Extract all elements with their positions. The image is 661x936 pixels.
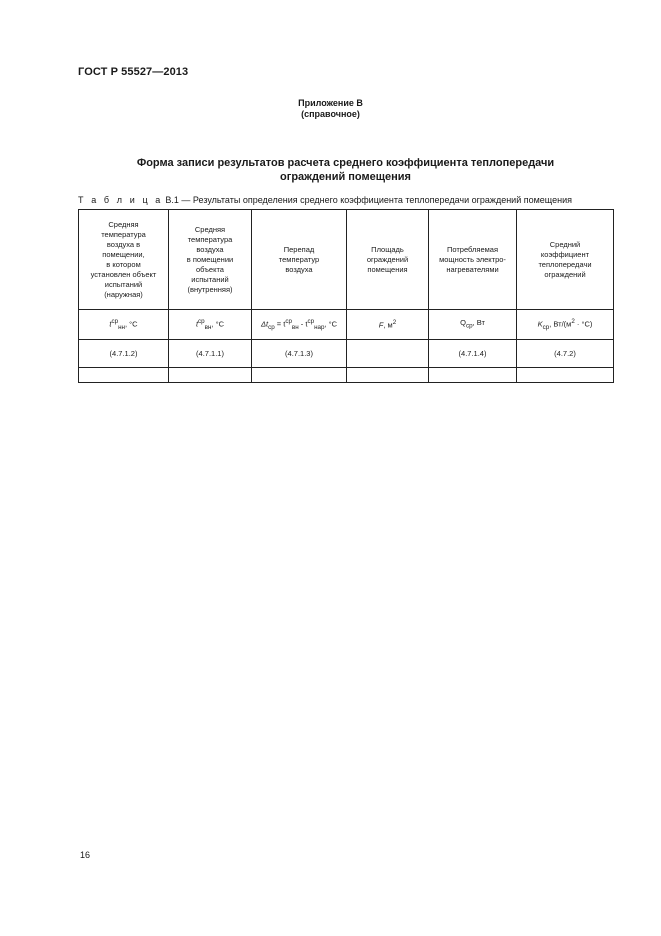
header-line: теплопередачи [538, 259, 592, 269]
ref-cell: (4.7.2) [517, 340, 614, 368]
header-cell-indoor-temp [169, 210, 252, 310]
ref-cell [347, 340, 429, 368]
unit-cell-power: $Q_{ср}$, Вт [429, 310, 517, 340]
header-line: установлен объект [90, 269, 157, 279]
table-header-row [79, 210, 614, 310]
header-line: (внутренняя) [187, 284, 233, 294]
header-cell-area [347, 210, 429, 310]
appendix-kind: (справочное) [301, 109, 360, 119]
table-caption-label: Т а б л и ц а [78, 195, 163, 205]
ref-cell: (4.7.1.1) [169, 340, 252, 368]
header-line: Потребляемая [446, 244, 499, 254]
form-title-line: ограждений помещения [280, 171, 411, 183]
header-line: (наружная) [104, 289, 143, 299]
header-line: воздуха [196, 244, 224, 254]
empty-cell [429, 368, 517, 383]
header-cell-coefficient [517, 210, 614, 310]
header-line: помещения [367, 264, 408, 274]
header-line: объекта [196, 264, 224, 274]
header-line: Средняя [194, 224, 226, 234]
empty-cell [517, 368, 614, 383]
header-line: ограждений [366, 254, 409, 264]
header-cell-outdoor-temp [79, 210, 169, 310]
table-caption-text: В.1 — Результаты определения среднего коэффициента теплопередачи ограждений помещения [165, 195, 572, 205]
header-line: температура [187, 234, 233, 244]
empty-cell [169, 368, 252, 383]
header-line: коэффициент [540, 249, 590, 259]
header-line: температур [278, 254, 320, 264]
header-line: нагревателями [446, 264, 499, 274]
form-title-line: Форма записи результатов расчета среднего коэффициента теплопередачи [136, 157, 555, 169]
header-cell-temp-difference [252, 210, 347, 310]
header-line: Средний [549, 239, 581, 249]
table-caption [78, 195, 572, 205]
appendix-title: Приложение В [298, 98, 363, 108]
unit-cell-temp-difference: $\Delta t_{ср} = t^{ср}_{вн} - t^{ср}_{нар}$, °C [252, 310, 347, 340]
header-cell-power [429, 210, 517, 310]
results-table [78, 209, 614, 383]
table-empty-row [79, 368, 614, 383]
form-title [110, 156, 581, 184]
header-line: Площадь [371, 244, 404, 254]
header-line: испытаний [104, 279, 143, 289]
unit-cell-coefficient: $K_{ср}$, $Вт/(м^2 \cdot ^\circ C)$ [517, 310, 614, 340]
table-units-row [79, 310, 614, 340]
header-line: в котором [106, 259, 141, 269]
header-line: помещении, [102, 249, 145, 259]
header-line: мощность электро- [439, 254, 506, 264]
empty-cell [252, 368, 347, 383]
header-line: в помещении [186, 254, 234, 264]
header-line: температура [101, 229, 146, 239]
header-line: Перепад [283, 244, 315, 254]
unit-cell-indoor-temp: $t^{ср}_{вн}$, °C [169, 310, 252, 340]
header-line: ограждений [544, 269, 586, 279]
ref-cell: (4.7.1.4) [429, 340, 517, 368]
unit-cell-area: F, $м^2$ [347, 310, 429, 340]
standard-number: ГОСТ Р 55527—2013 [78, 66, 189, 78]
empty-cell [79, 368, 169, 383]
page-number: 16 [80, 850, 91, 860]
table-ref-row [79, 340, 614, 368]
header-line: испытаний [191, 274, 229, 284]
empty-cell [347, 368, 429, 383]
ref-cell: (4.7.1.2) [79, 340, 169, 368]
unit-cell-outdoor-temp: $t^{ср}_{нн}$, °C [79, 310, 169, 340]
header-line: Средняя [108, 219, 139, 229]
header-line: воздуха в [106, 239, 141, 249]
ref-cell: (4.7.1.3) [252, 340, 347, 368]
header-line: воздуха [285, 264, 313, 274]
